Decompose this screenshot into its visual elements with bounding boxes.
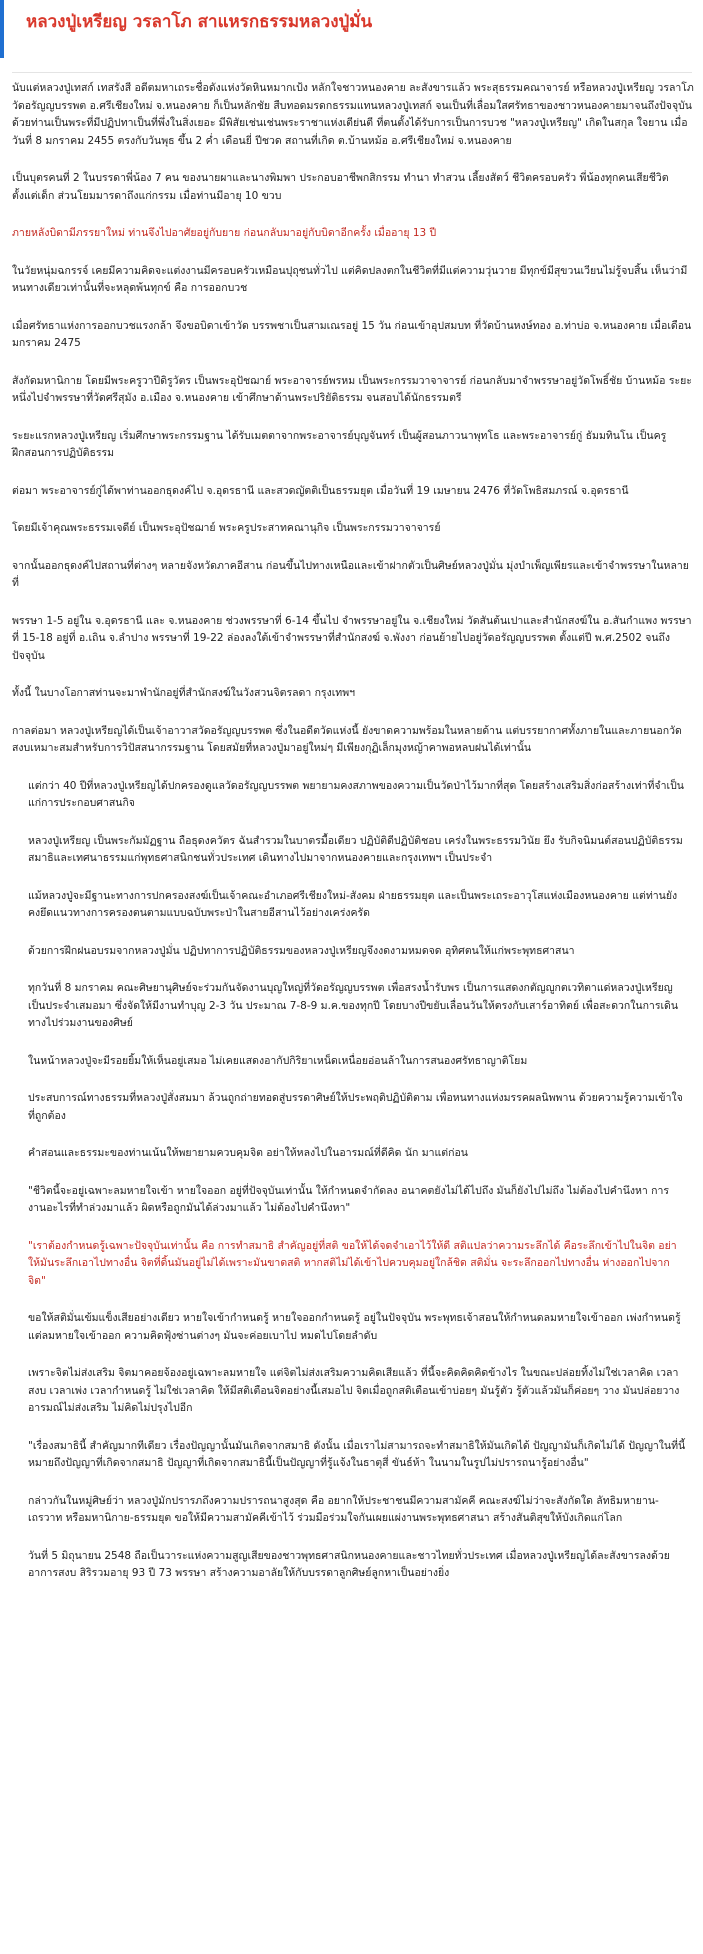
quote-paragraph: "ชีวิตนี้จะอยู่เฉพาะลมหายใจเข้า หายใจออก อยู่ที่ปัจจุบันเท่านั้น ให้กำหนดจำกัดลง อนาคตยังไม่ได้ไปถึง มันก็ยังไปไม่ถึง ไม่ต้องไปคำนึงหา การงานอะไรที่ทำล่วงมาแล้ว ผิดหรือถูกมันได้ล่วงมาแล้ว ไม่ต้องไปคำนึงหา" <box>28 1184 670 1214</box>
title-divider <box>12 72 692 73</box>
paragraph: ทุกวันที่ 8 มกราคม คณะศิษยานุศิษย์จะร่วมกันจัดงานบุญใหญ่ที่วัดอรัญญบรรพต เพื่อสรงน้ำรับพร เป็นการแสดงกตัญญูกตเวทิตาแด่หลวงปู่เหรียญ เป็นประจำเสมอมา ซึ่งจัดให้มีงานทำบุญ 2-3 วัน ประมาณ 7-8-9 ม.ค.ของทุกปี โดยบางปีขยับเลื่อนวันให้ตรงกับเสาร์อาทิตย์ เพื่อสะดวกในการเดินทางไปร่วมงานของศิษย์ <box>28 982 679 1029</box>
paragraph: ในวัยหนุ่มฉกรรจ์ เคยมีความคิดจะแต่งงานมีครอบครัวเหมือนปุถุชนทั่วไป แต่คิดปลงตกในชีวิตที่มีแต่ความวุ่นวาย มีทุกข์มีสุขวนเวียนไม่รู้จบสิ้น เห็นว่ามีหนทางเดียวเท่านั้นที่จะหลุดพ้นทุกข์ คือ การออกบวช <box>12 264 688 294</box>
paragraph: วันที่ 5 มิถุนายน 2548 ถือเป็นวาระแห่งความสูญเสียของชาวพุทธศาสนิกหนองคายและชาวไทยทั่วประเทศ เมื่อหลวงปู่เหรียญได้ละสังขารลงด้วยอาการสงบ สิริรวมอายุ 93 ปี 73 พรรษา สร้างความอาลัยให้กับบรรดาลูกศิษย์ลูกหาเป็นอย่างยิ่ง <box>28 1549 670 1579</box>
article-body <box>12 80 694 1603</box>
paragraph: เป็นบุตรคนที่ 2 ในบรรดาพี่น้อง 7 คน ของนายผาและนางพิมพา ประกอบอาชีพกสิกรรม ทำนา ทำสวน เลี้ยงสัตว์ ชีวิตครอบครัว พี่น้องทุกคนเสียชีวิตตั้งแต่เด็ก ส่วนโยมมารดาถึงแก่กรรม เมื่อท่านมีอายุ 10 ขวบ <box>12 172 669 202</box>
paragraph: จากนั้นออกธุดงค์ไปสถานที่ต่างๆ หลายจังหวัดภาคอีสาน ก่อนขึ้นไปทางเหนือและเข้าฝากตัวเป็นศิษย์หลวงปู่มั่น มุ่งบำเพ็ญเพียรและเข้าจำพรรษาในหลายที่ <box>12 559 689 589</box>
paragraph: โดยมีเจ้าคุณพระธรรมเจดีย์ เป็นพระอุปัชฌาย์ พระครูประสาทคณานุกิจ เป็นพระกรรมวาจาจารย์ <box>12 522 441 534</box>
paragraph: คำสอนและธรรมะของท่านเน้นให้พยายามควบคุมจิต อย่าให้หลงไปในอารมณ์ที่ดีคิด นัก มาแต่ก่อน <box>28 1147 468 1159</box>
highlight-quote: "เราต้องกำหนดรู้เฉพาะปัจจุบันเท่านั้น คือ การทำสมาธิ สำคัญอยู่ที่สติ ขอให้ได้จดจำเอาไว้ให้ดี สติแปลว่าความระลึกได้ คือระลึกเข้าไปในจิต อย่าให้มันระลึกเอาไปทางอื่น จิตที่ดิ้นมันอยู่ไม่ได้เพราะมันขาดสติ หากสติไม่ได้เข้าไปควบคุมอยู่ใกล้ชิด สติมั่น จะระลึกออกไปทางอื่น ห่างออกไปจากจิต" <box>28 1239 677 1287</box>
paragraph: ระยะแรกหลวงปู่เหรียญ เริ่มศึกษาพระกรรมฐาน ได้รับเมตตาจากพระอาจารย์บุญจันทร์ เป็นผู้สอนภาวนาพุทโธ และพระอาจารย์กู่ ธัมมทินโน เป็นครูฝึกสอนการปฏิบัติธรรม <box>12 429 667 459</box>
paragraph: เพราะจิตไม่ส่งเสริม จิตมาคอยจ้องอยู่เฉพาะลมหายใจ แต่จิตไม่ส่งเสริมความคิดเสียแล้ว ที่นี้จะคิดคิดคิดข้างไร ในขณะปล่อยทิ้งไม่ใช่เวลาคิด เวลาสงบ เวลาเพ่ง เวลากำหนดรู้ ไม่ใช่เวลาคิด ให้มีสติเตือนจิตอย่างนี้เสมอไป จิตเมื่อถูกสติเตือนเข้าบ่อยๆ มันรู้ตัว รู้ตัวแล้วมันก็ค่อยๆ วาง มันปล่อยวางอารมณ์ไม่ส่งเสริม ไม่คิดไม่ปรุงไปอีก <box>28 1367 680 1414</box>
article-section-1 <box>12 80 694 758</box>
paragraph: หลวงปู่เหรียญ เป็นพระกัมมัฏฐาน ถือธุดงควัตร ฉันสำรวมในบาตรมื้อเดียว ปฏิบัติดีปฏิบัติชอบ เคร่งในพระธรรมวินัย ยึง รับกิจนิมนต์สอนปฏิบัติธรรมสมาธิและเทศนาธรรมแก่พุทธศาสนิกชนทั่วประเทศ เดินทางไปมาจากหนองคายและกรุงเทพฯ เป็นประจำ <box>28 834 683 864</box>
paragraph: ทั้งนี้ ในบางโอกาสท่านจะมาพำนักอยู่ที่สำนักสงฆ์ในวังสวนจิตรลดา กรุงเทพฯ <box>12 687 356 699</box>
paragraph: ด้วยการฝึกฝนอบรมจากหลวงปู่มั่น ปฏิปทาการปฏิบัติธรรมของหลวงปู่เหรียญจึงงดงามหมดจด อุทิศตนให้แก่พระพุทธศาสนา <box>28 944 575 957</box>
paragraph: เมื่อศรัทธาแห่งการออกบวชแรงกล้า จึงขอบิดาเข้าวัด บรรพชาเป็นสามเณรอยู่ 15 วัน ก่อนเข้าอุปสมบท ที่วัดบ้านหงษ์ทอง อ.ท่าบ่อ จ.หนองคาย เมื่อเดือนมกราคม 2475 <box>12 319 692 349</box>
paragraph: ขอให้สติมั่นเข้มแข็งเสียอย่างเดียว หายใจเข้ากำหนดรู้ หายใจออกกำหนดรู้ อยู่ในปัจจุบัน พระพุทธเจ้าสอนให้กำหนดลมหายใจเข้าออก เพ่งกำหนดรู้แต่ลมหายใจเข้าออก ความคิดฟุ้งซ่านต่างๆ มันจะค่อยเบาไป หมดไปโดยลำดับ <box>28 1312 681 1342</box>
paragraph: ต่อมา พระอาจารย์กู่ได้พาท่านออกธุดงค์ไป จ.อุดรธานี และสวดญัตติเป็นธรรมยุต เมื่อวันที่ 19 เมษายน 2476 ที่วัดโพธิสมภรณ์ จ.อุดรธานี <box>12 484 629 497</box>
paragraph: แม้หลวงปู่จะมีฐานะทางการปกครองสงฆ์เป็นเจ้าคณะอำเภอศรีเชียงใหม่-สังคม ฝ่ายธรรมยุต และเป็นพระเถระอาวุโสแห่งเมืองหนองคาย แต่ท่านยังคงยึดแนวทางการครองตนตามแบบฉบับพระป่าในสายอีสานไว้อย่างเคร่งครัด <box>28 889 678 919</box>
paragraph: สังกัดมหานิกาย โดยมีพระครูวาปีดิรูวัตร เป็นพระอุปัชฌาย์ พระอาจารย์พรหม เป็นพระกรรมวาจาจารย์ ก่อนกลับมาจำพรรษาอยู่วัดโพธิ์ชัย บ้านหม้อ ระยะหนึ่งไปจำพรรษาที่วัดศรีสุมัง อ.เมือง จ.หนองคาย เข้าศึกษาด้านพระปริยัติธรรม จนสอบได้นักธรรมตรี <box>12 374 692 404</box>
quote-paragraph: "เรื่องสมาธินี้ สำคัญมากทีเดียว เรื่องปัญญานั้นมันเกิดจากสมาธิ ดังนั้น เมื่อเราไม่สามารถจะทำสมาธิให้มันเกิดได้ ปัญญามันก็เกิดไม่ได้ ปัญญาในที่นี้หมายถึงปัญญาที่เกิดจากสมาธิ ปัญญาที่เกิดจากสมาธินี้เป็นปัญญาที่รู้แจ้งในธาตุสี่ ขันธ์ห้า ในนามในรูปไม่ปรารถนารู้อย่างอื่น" <box>28 1439 686 1469</box>
paragraph: นับแต่หลวงปู่เทสก์ เทสรังสี อดีตมหาเถระชื่อดังแห่งวัดหินหมากเป้ง หลักใจชาวหนองคาย ละสังขารแล้ว พระสุธรรมคณาจารย์ หรือหลวงปู่เหรียญ วรลาโภ วัดอรัญญบรรพต อ.ศรีเชียงใหม่ จ.หนองคาย ก็เป็นหลักชัย สืบทอดมรดกธรรมแทนหลวงปู่เทสก์ จนเป็นที่เลื่อมใสศรัทธาของชาวหนองคายมาจนถึงปัจจุบัน ด้วยท่านเป็นพระที่มีปฏิปทาเป็นที่พึ่งในสิ่งเยอะ มีพิสัยเช่นเช่นพระราชาแห่งเตีย่นตี ที่ตนตั้งได้รับการเป็นการบวช "หลวงปู่เหรียญ" เกิดในสกุล ใจยาน เมื่อวันที่ 8 มกราคม 2455 ตรงกับวันพุธ ขึ้น 2 ค่ำ เดือนยี่ ปีชวด สถานที่เกิด ต.บ้านหม้อ อ.ศรีเชียงใหม่ จ.หนองคาย <box>12 82 694 147</box>
highlight-paragraph: ภายหลังบิดามีภรรยาใหม่ ท่านจึงไปอาศัยอยู่กับยาย ก่อนกลับมาอยู่กับบิดาอีกครั้ง เมื่ออายุ 13 ปี <box>12 227 437 239</box>
paragraph: กล่าวกันในหมู่ศิษย์ว่า หลวงปู่มักปรารภถึงความปรารถนาสูงสุด คือ อยากให้ประชาชนมีความสามัคคี คณะสงฆ์ไม่ว่าจะสังกัดใด ลัทธิมหายาน-เถรวาท หรือมหานิกาย-ธรรมยุต ขอให้มีความสามัคคีเข้าไว้ ร่วมมือร่วมใจกันเผยแผ่งานพระพุทธศาสนา สร้างสันติสุขให้บังเกิดแก่โลก <box>28 1494 659 1524</box>
paragraph: กาลต่อมา หลวงปู่เหรียญได้เป็นเจ้าอาวาสวัดอรัญญบรรพต ซึ่งในอดีตวัดแห่งนี้ ยังขาดความพร้อมในหลายด้าน แต่บรรยากาศทั้งภายในและภายนอกวัดสงบเหมาะสมสำหรับการวิปัสสนากรรมฐาน โดยสมัยที่หลวงปู่มาอยู่ใหม่ๆ มีเพียงกุฏิเล็กมุงหญ้าคาพอหลบฝนได้เท่านั้น <box>12 724 682 754</box>
title-accent-bar <box>0 0 4 58</box>
paragraph: พรรษา 1-5 อยู่ใน จ.อุดรธานี และ จ.หนองคาย ช่วงพรรษาที่ 6-14 ขึ้นไป จำพรรษาอยู่ใน จ.เชียงใหม่ วัดสันต้นเปาและสำนักสงฆ์ใน อ.สันกำแพง พรรษาที่ 15-18 อยู่ที่ อ.เถิน จ.ลำปาง พรรษาที่ 19-22 ล่องลงใต้เข้าจำพรรษาที่สำนักสงฆ์ จ.พังงา ก่อนย้ายไปอยู่วัดอรัญญบรรพต ตั้งแต่ปี พ.ศ.2502 จนถึงปัจจุบัน <box>12 614 692 662</box>
paragraph: ในหน้าหลวงปู่จะมีรอยยิ้มให้เห็นอยู่เสมอ ไม่เคยแสดงอากัปกิริยาเหน็ดเหนื่อยอ่อนล้าในการสนองศรัทธาญาติโยม <box>28 1054 528 1067</box>
article-title: หลวงปู่เหรียญ วรลาโภ สาแหรกธรรมหลวงปู่มั่น <box>26 12 373 32</box>
paragraph: แต่กว่า 40 ปีที่หลวงปู่เหรียญได้ปกครองดูแลวัดอรัญญบรรพต พยายามคงสภาพของความเป็นวัดป่าไว้มากที่สุด โดยสร้างเสริมสิ่งก่อสร้างเท่าที่จำเป็นแก่การประกอบศาสนกิจ <box>28 779 684 809</box>
article-section-2 <box>12 778 694 1583</box>
paragraph: ประสบการณ์ทางธรรมที่หลวงปู่สั่งสมมา ล้วนถูกถ่ายทอดสู่บรรดาศิษย์ให้ประพฤติปฏิบัติตาม เพื่อหนทางแห่งมรรคผลนิพพาน ด้วยความรู้ความเข้าใจที่ถูกต้อง <box>28 1092 683 1122</box>
